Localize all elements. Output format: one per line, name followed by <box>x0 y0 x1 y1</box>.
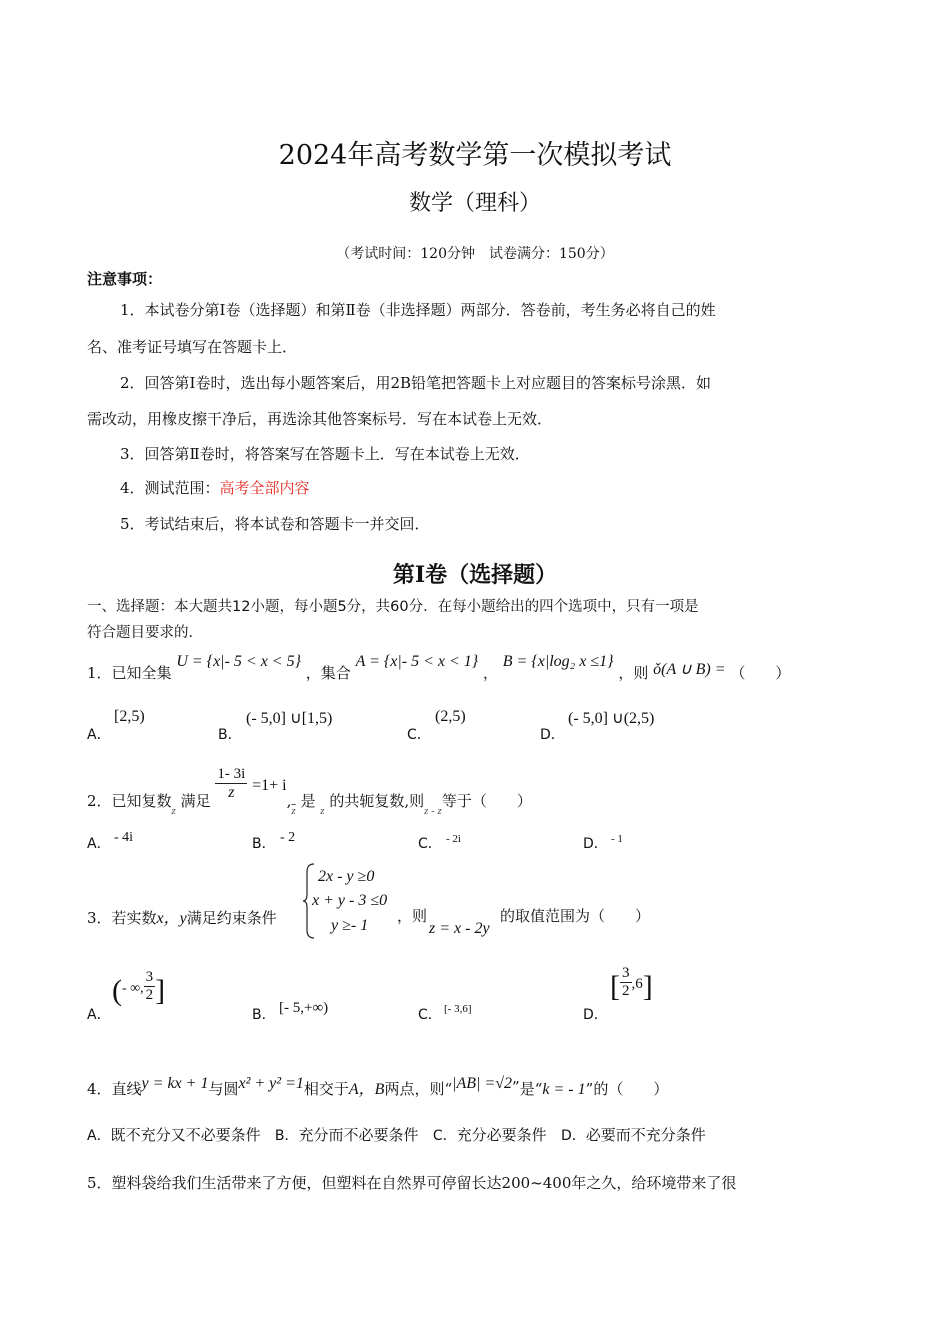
question-3-text-1 <box>87 905 277 928</box>
q3-option-d-fraction <box>620 965 632 1000</box>
q3-option-a-fraction <box>144 969 156 1004</box>
q3-option-a-denominator: 2 <box>145 986 154 1003</box>
question-1-stem <box>87 653 791 683</box>
q1-answer-paren: （ ） <box>730 664 791 682</box>
q2-text-6: 等于（ ） <box>441 792 532 810</box>
question-2-stem <box>87 766 532 816</box>
q1-text-1: 1．已知全集 <box>87 664 172 682</box>
section-intro-line-1: 一、选择题：本大题共12小题，每小题5分，共60分．在每小题给出的四个选项中，只有一项是 <box>87 599 699 615</box>
q2-fraction-numerator: 1- 3i <box>217 766 246 782</box>
q3-option-c-value: [- 3,6] <box>444 1003 472 1015</box>
notice-item-5: 5．考试结束后，将本试卷和答题卡一并交回． <box>120 515 430 533</box>
q2-fraction <box>215 766 247 802</box>
q4-text-4: 两点，则 <box>384 1080 445 1098</box>
q3-option-b-label: B． <box>252 1007 276 1023</box>
q3-option-a-numerator: 3 <box>145 968 154 985</box>
q1-text-4: ，则 <box>618 664 649 682</box>
q2-equals: =1+ i <box>252 777 287 794</box>
q3-option-b-value: [- 5,+∞) <box>279 1000 329 1016</box>
section-intro-line-2: 符合题目要求的． <box>87 625 203 641</box>
q2-option-a-label: A． <box>87 836 111 852</box>
q4-text-5: 是 <box>519 1080 535 1098</box>
q2-option-b-label: B． <box>252 836 276 852</box>
q1-option-d-label: D． <box>540 727 565 743</box>
exam-subtitle: 数学（理科） <box>408 191 541 216</box>
q3-target: z = x - 2y <box>429 920 490 937</box>
q4-circle-equation: x² + y² =1 <box>238 1075 304 1092</box>
q4-line-equation: y = kx + 1 <box>141 1075 209 1092</box>
q4-option-b-label: B． <box>274 1128 299 1144</box>
q4-condition-1: |AB| =√2 <box>452 1075 513 1092</box>
q2-fraction-denominator: z <box>228 784 235 801</box>
q4-option-a-label: A． <box>87 1128 111 1144</box>
notice-item-4-prefix: 4．测试范围： <box>120 479 220 497</box>
exam-title: 2024年高考数学第一次模拟考试 <box>278 140 672 171</box>
notice-item-1-line-1: 1．本试卷分第Ⅰ卷（选择题）和第Ⅱ卷（非选择题）两部分．答卷前，考生务必将自己的姓 <box>120 301 716 319</box>
q3-option-a-label: A． <box>87 1007 111 1023</box>
notice-item-4 <box>120 481 310 496</box>
q3-option-d-label: D． <box>583 1007 608 1023</box>
q4-options <box>87 1124 706 1145</box>
q2-difference: z - z <box>424 805 442 817</box>
q3-constraint-2: x + y - 3 ≤0 <box>312 892 388 909</box>
q1-option-a-label: A． <box>87 727 111 743</box>
exam-info: （考试时间：120分钟 试卷满分：150分） <box>336 246 614 262</box>
q4-condition-2: k = - 1 <box>542 1081 586 1098</box>
q4-text-6: 的（ ） <box>593 1080 669 1098</box>
q1-text-3: ， <box>482 664 498 682</box>
q4-option-d-value: 必要而不充分条件 <box>585 1126 706 1144</box>
q2-z: z <box>171 805 176 817</box>
q1-text-2: ，集合 <box>305 664 351 682</box>
notice-item-3: 3．回答第Ⅱ卷时，将答案写在答题卡上．写在本试卷上无效． <box>120 445 530 463</box>
q2-text-5: 的共轭复数,则 <box>329 792 425 810</box>
q1-option-c-label: C． <box>407 727 431 743</box>
q2-option-a-value: - 4i <box>114 830 134 845</box>
q4-option-d-label: D． <box>560 1128 586 1144</box>
q4-quote-open: “ <box>444 1080 453 1098</box>
q2-text-1: 2．已知复数 <box>87 792 172 810</box>
q3-text-1: 3．若实数 <box>87 909 157 927</box>
q3-option-d-right: ,6 <box>631 976 643 992</box>
q3-option-d-denominator: 2 <box>622 982 630 999</box>
q2-z-ref: z <box>320 805 325 817</box>
q3-option-d-numerator: 3 <box>622 964 630 981</box>
q4-option-c-label: C． <box>432 1128 457 1144</box>
q1-set-u: U = {x|- 5 < x < 5} <box>176 653 301 670</box>
q4-text-1: 4．直线 <box>87 1080 142 1098</box>
notice-item-2-line-2: 需改动，用橡皮擦干净后，再选涂其他答案标号．写在本试卷上无效． <box>87 410 553 428</box>
q2-text-3: , <box>286 792 292 810</box>
q2-option-b-value: - 2 <box>280 830 296 845</box>
q4-option-a-value: 既不充分又不必要条件 <box>110 1126 261 1144</box>
q4-text-2: 与圆 <box>208 1080 239 1098</box>
notice-item-1-line-2: 名、准考证号填写在答题卡上． <box>87 338 298 356</box>
q3-option-a-left: - ∞, <box>122 981 144 996</box>
q4-text-3: 相交于 <box>303 1080 349 1098</box>
q4-points: A，B <box>348 1081 385 1098</box>
question-5-stem: 5．塑料袋给我们生活带来了方便，但塑料在自然界可停留长达200~400年之久，给环境带来了很 <box>87 1174 737 1192</box>
q2-z-bar: z <box>291 805 296 817</box>
notice-heading: 注意事项： <box>87 270 163 288</box>
q1-expression: ǒ(A ∪ B) = <box>653 661 726 678</box>
notice-item-2-line-1: 2．回答第Ⅰ卷时，选出每小题答案后，用2B铅笔把答题卡上对应题目的答案标号涂黑．如 <box>120 374 712 392</box>
test-scope-highlight: 高考全部内容 <box>219 479 310 497</box>
q3-option-c-label: C． <box>418 1007 442 1023</box>
q3-text-3: ，则 <box>397 907 428 925</box>
q1-option-b-value: (- 5,0] ∪[1,5) <box>246 710 333 727</box>
q3-variables: x，y <box>156 910 187 927</box>
q2-option-d-value: - 1 <box>611 833 623 845</box>
q2-option-d-label: D． <box>583 836 608 852</box>
q4-option-c-value: 充分必要条件 <box>456 1126 547 1144</box>
q2-option-c-value: - 2i <box>446 833 461 845</box>
q4-quote-close-2: ” <box>585 1080 594 1098</box>
q3-constraint-3: y ≥- 1 <box>331 917 369 934</box>
q1-option-b-label: B． <box>218 727 242 743</box>
q4-option-b-value: 充分而不必要条件 <box>298 1126 419 1144</box>
q3-option-d-value: [ $\frac{3}{2}$ ,6] <box>610 964 653 1003</box>
question-4-stem <box>87 1070 669 1098</box>
q3-option-a-value: (- ∞, $\frac{3}{2}$ ] <box>112 968 166 1007</box>
q1-set-b: B = {x|log₂ x ≤1} <box>502 653 614 670</box>
q3-text-4: 的取值范围为（ ） <box>500 907 651 925</box>
q3-constraint-1: 2x - y ≥0 <box>318 868 375 885</box>
section-title: 第Ⅰ卷（选择题） <box>392 562 558 588</box>
q1-set-a: A = {x|- 5 < x < 1} <box>355 653 479 670</box>
q2-option-c-label: C． <box>418 836 442 852</box>
q4-quote-open-2: “ <box>534 1080 543 1098</box>
q4-quote-close: ” <box>512 1078 520 1096</box>
q1-option-c-value: (2,5) <box>435 708 466 725</box>
q3-text-2: 满足约束条件 <box>186 909 277 927</box>
q1-option-d-value: (- 5,0] ∪(2,5) <box>568 710 655 727</box>
q2-text-4: 是 <box>300 792 316 810</box>
q2-text-2: 满足 <box>180 792 211 810</box>
q1-option-a-value: [2,5) <box>114 708 145 725</box>
